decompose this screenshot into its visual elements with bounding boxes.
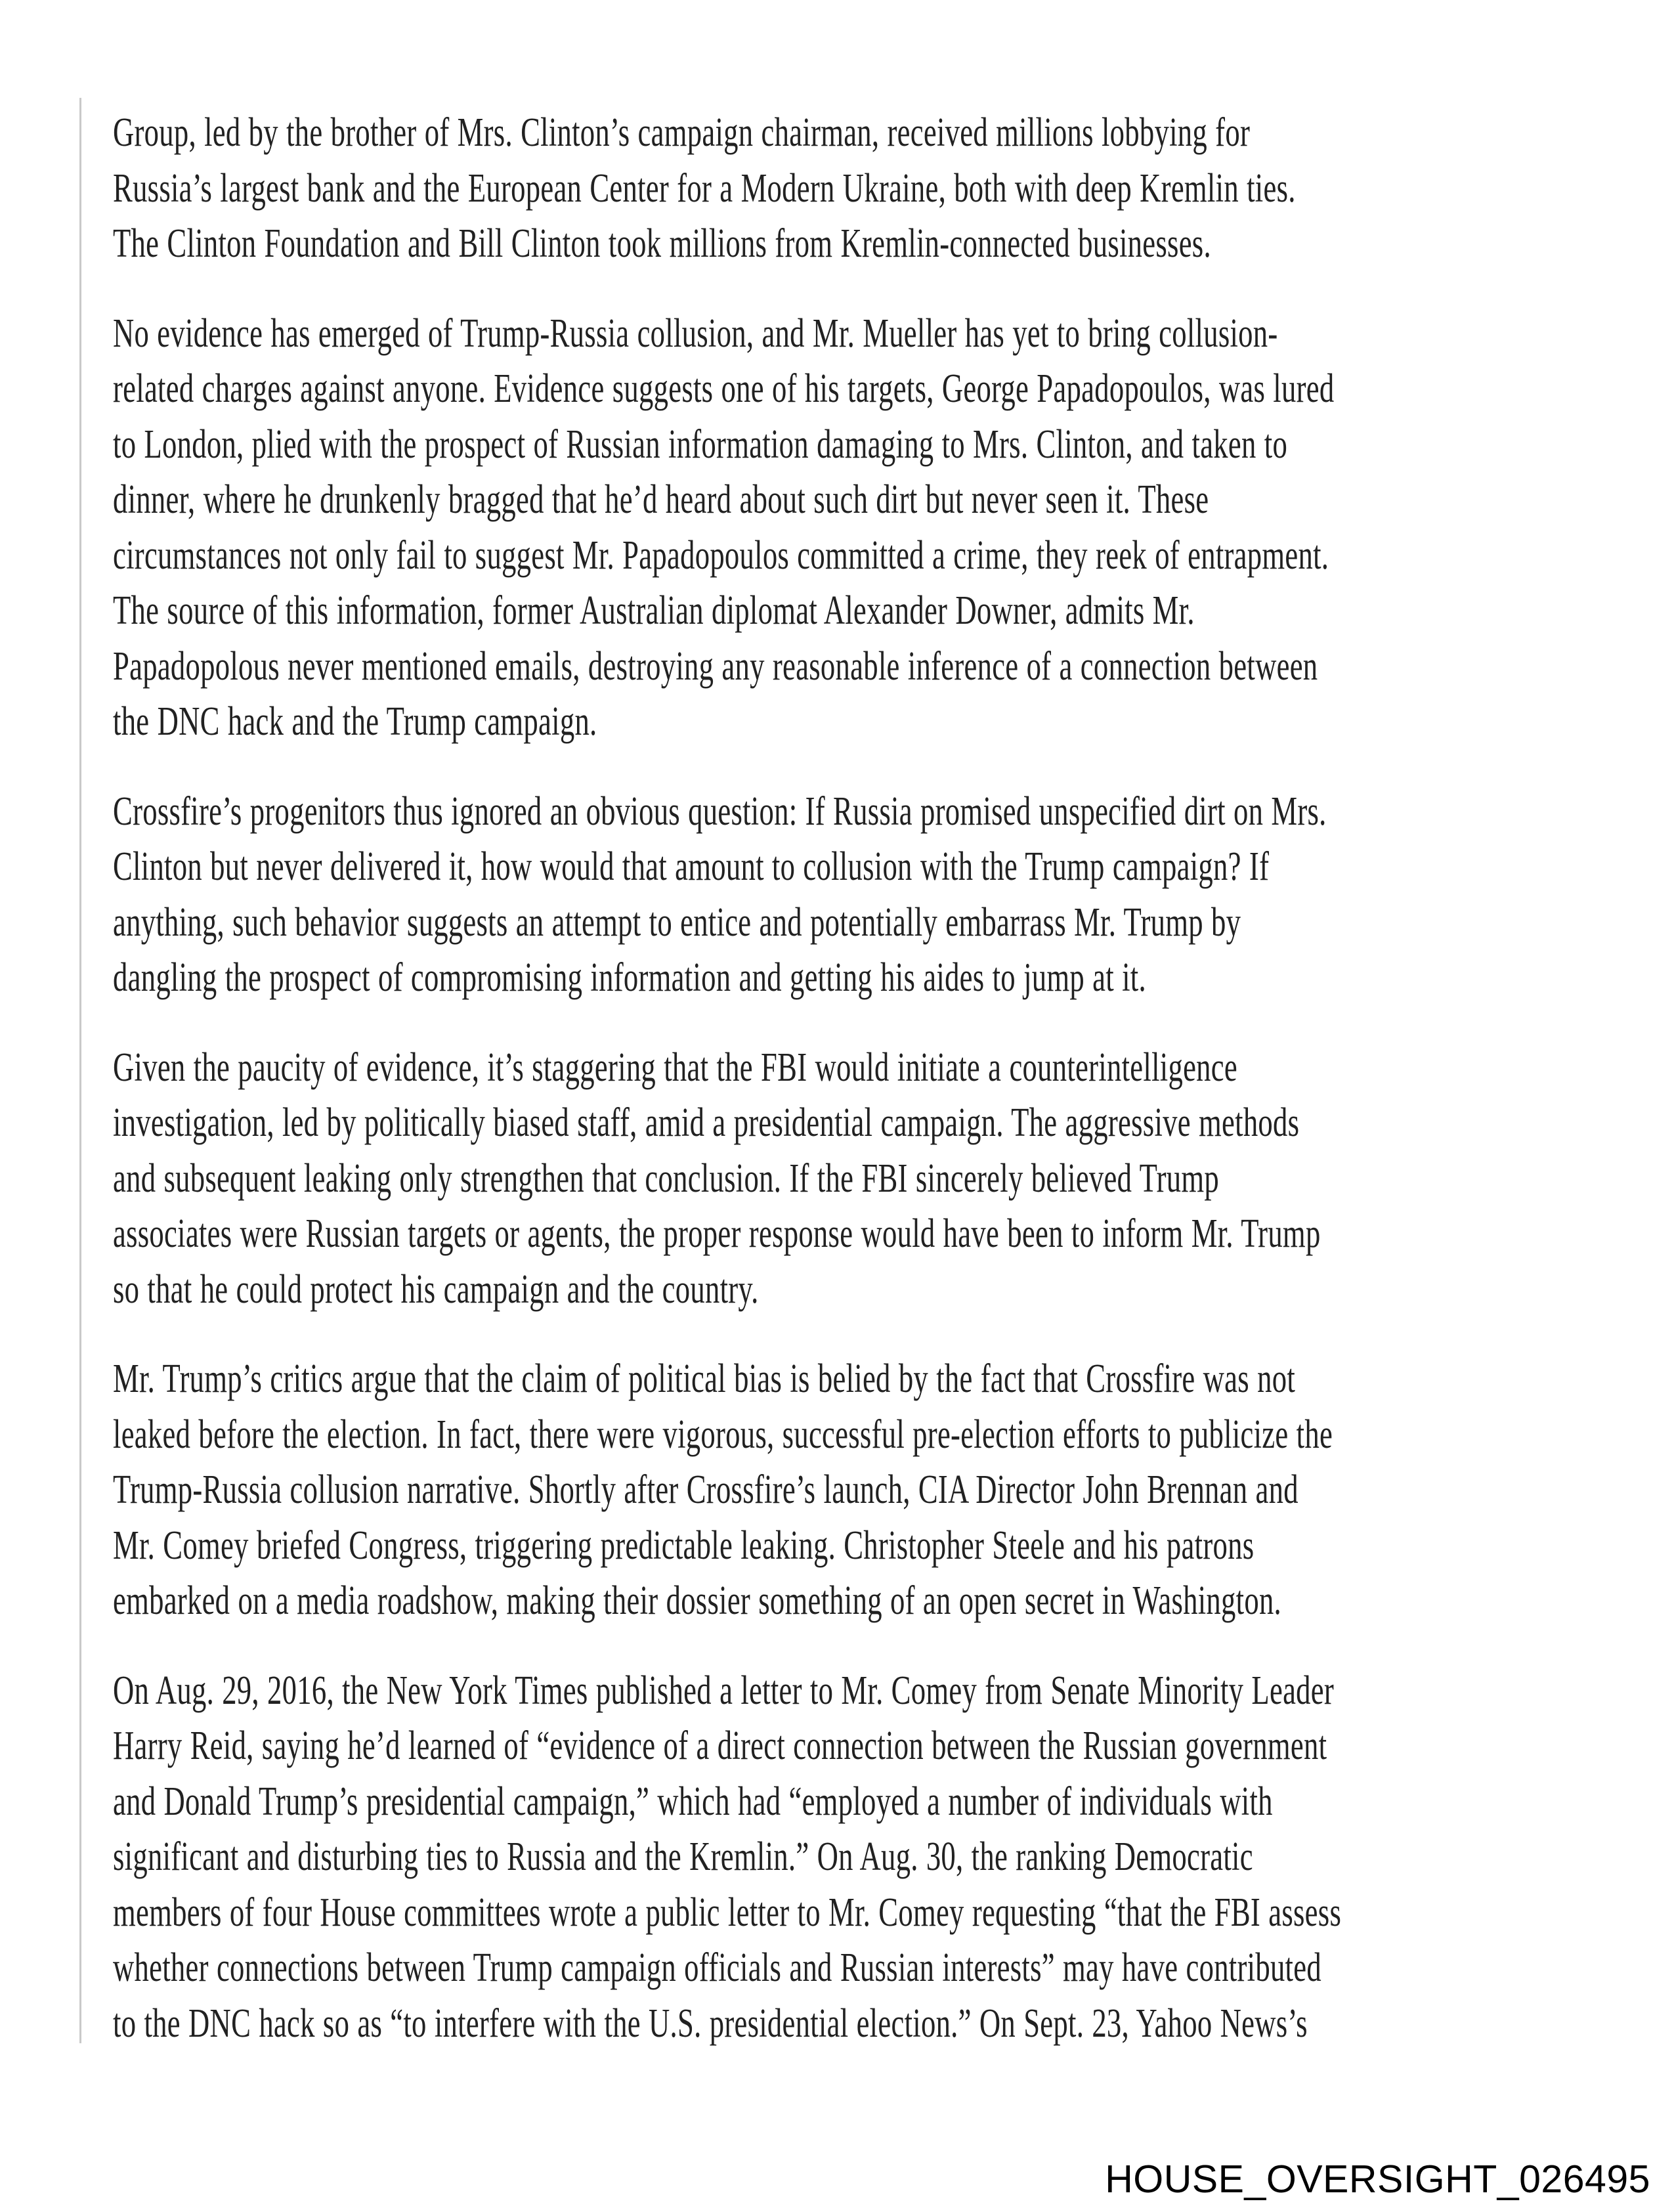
text-line: investigation, led by politically biased staff, amid a presidential campaign. The aggressive methods: [113, 1100, 1300, 1145]
text-line: Group, led by the brother of Mrs. Clinton’s campaign chairman, received millions lobbying for: [113, 110, 1251, 155]
text-line: Russia’s largest bank and the European Center for a Modern Ukraine, both with deep Kremlin ties.: [113, 165, 1296, 211]
text-line: leaked before the election. In fact, there were vigorous, successful pre-election efforts to publicize the: [113, 1412, 1333, 1457]
text-line: the DNC hack and the Trump campaign.: [113, 699, 597, 744]
text-line: to London, plied with the prospect of Russian information damaging to Mrs. Clinton, and taken to: [113, 422, 1288, 467]
text-line: embarked on a media roadshow, making their dossier something of an open secret in Washington.: [113, 1578, 1282, 1623]
text-line: circumstances not only fail to suggest Mr. Papadopoulos committed a crime, they reek of entrapment.: [113, 532, 1329, 578]
text-line: Papadopolous never mentioned emails, destroying any reasonable inference of a connection between: [113, 643, 1318, 689]
text-line: Mr. Comey briefed Congress, triggering predictable leaking. Christopher Steele and his patrons: [113, 1523, 1255, 1568]
text-line: associates were Russian targets or agents, the proper response would have been to inform Mr. Trump: [113, 1211, 1321, 1256]
text-line: On Aug. 29, 2016, the New York Times published a letter to Mr. Comey from Senate Minority Leader: [113, 1668, 1335, 1713]
text-line: The Clinton Foundation and Bill Clinton took millions from Kremlin-connected businesses.: [113, 221, 1211, 266]
paragraph: [113, 1351, 1341, 1629]
text-line: members of four House committees wrote a public letter to Mr. Comey requesting “that the FBI assess: [113, 1890, 1342, 1935]
paragraph: [113, 1663, 1341, 2052]
paragraph: [113, 306, 1341, 750]
text-line: anything, such behavior suggests an attempt to entice and potentially embarrass Mr. Trump by: [113, 900, 1241, 945]
text-line: related charges against anyone. Evidence suggests one of his targets, George Papadopoulos, was lured: [113, 366, 1335, 411]
text-line: Harry Reid, saying he’d learned of “evidence of a direct connection between the Russian government: [113, 1724, 1327, 1768]
text-line: and subsequent leaking only strengthen that conclusion. If the FBI sincerely believed Trump: [113, 1156, 1219, 1201]
left-margin-line: [79, 98, 81, 2043]
text-line: dangling the prospect of compromising information and getting his aides to jump at it.: [113, 955, 1146, 1000]
text-line: Trump-Russia collusion narrative. Shortly after Crossfire’s launch, CIA Director John Brennan and: [113, 1467, 1298, 1512]
bates-stamp: HOUSE_OVERSIGHT_026495: [1105, 2158, 1650, 2201]
text-line: Crossfire’s progenitors thus ignored an obvious question: If Russia promised unspecified dirt on Mrs.: [113, 789, 1327, 834]
text-line: No evidence has emerged of Trump-Russia collusion, and Mr. Mueller has yet to bring collusion-: [113, 311, 1278, 356]
text-line: significant and disturbing ties to Russia and the Kremlin.” On Aug. 30, the ranking Democratic: [113, 1834, 1253, 1879]
paragraph: [113, 1040, 1341, 1318]
paragraph: [113, 784, 1341, 1006]
text-line: Clinton but never delivered it, how would that amount to collusion with the Trump campaign? If: [113, 844, 1270, 889]
text-line: Given the paucity of evidence, it’s staggering that the FBI would initiate a counterintelligence: [113, 1045, 1237, 1090]
text-line: to the DNC hack so as “to interfere with the U.S. presidential election.” On Sept. 23, Yahoo News’s: [113, 2001, 1308, 2046]
paragraph: [113, 105, 1341, 272]
text-line: The source of this information, former Australian diplomat Alexander Downer, admits Mr.: [113, 588, 1195, 633]
text-line: so that he could protect his campaign and the country.: [113, 1267, 759, 1312]
text-line: Mr. Trump’s critics argue that the claim of political bias is belied by the fact that Crossfire was not: [113, 1356, 1296, 1401]
text-line: whether connections between Trump campaign officials and Russian interests” may have contributed: [113, 1945, 1321, 1990]
text-line: and Donald Trump’s presidential campaign,” which had “employed a number of individuals with: [113, 1779, 1273, 1824]
document-text: [113, 105, 1341, 2085]
text-line: dinner, where he drunkenly bragged that he’d heard about such dirt but never seen it. These: [113, 477, 1209, 522]
